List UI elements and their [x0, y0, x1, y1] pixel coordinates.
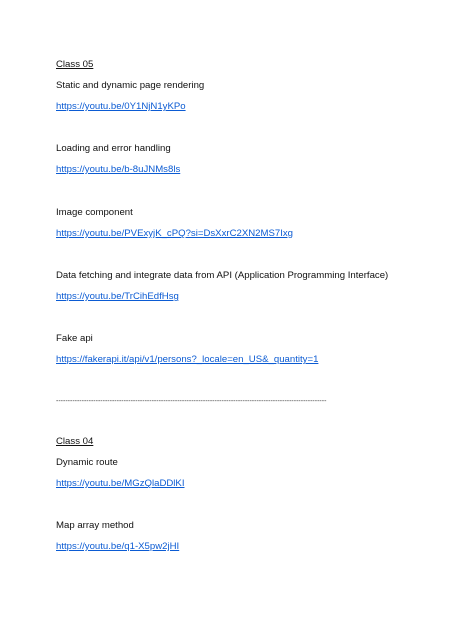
link-data-fetching[interactable]: https://youtu.be/TrCihEdfHsg	[56, 291, 179, 302]
link-loading-error-handling[interactable]: https://youtu.be/b-8uJNMs8ls	[56, 164, 181, 175]
item-title-map-array-method: Map array method	[56, 520, 134, 531]
class-04-heading: Class 04	[56, 436, 94, 447]
item-title-static-dynamic-rendering: Static and dynamic page rendering	[56, 80, 205, 91]
item-title-fake-api: Fake api	[56, 333, 93, 344]
item-title-data-fetching: Data fetching and integrate data from API (Application Programming Interface)	[56, 270, 389, 281]
link-fake-api[interactable]: https://fakerapi.it/api/v1/persons?_locale=en_US&_quantity=1	[56, 354, 319, 365]
item-title-loading-error-handling: Loading and error handling	[56, 143, 171, 154]
class-05-heading: Class 05	[56, 59, 94, 70]
link-dynamic-route[interactable]: https://youtu.be/MGzQlaDDlKI	[56, 478, 185, 489]
link-image-component[interactable]: https://youtu.be/PVExyjK_cPQ?si=DsXxrC2XN2MS7Ixg	[56, 228, 294, 239]
link-static-dynamic-rendering[interactable]: https://youtu.be/0Y1NjN1yKPo	[56, 101, 186, 112]
item-title-image-component: Image component	[56, 207, 133, 218]
item-title-dynamic-route: Dynamic route	[56, 457, 118, 468]
section-separator: --------------------------------------------------------------------------------------------------------------------	[56, 398, 327, 405]
link-map-array-method[interactable]: https://youtu.be/q1-X5pw2jHI	[56, 541, 180, 552]
